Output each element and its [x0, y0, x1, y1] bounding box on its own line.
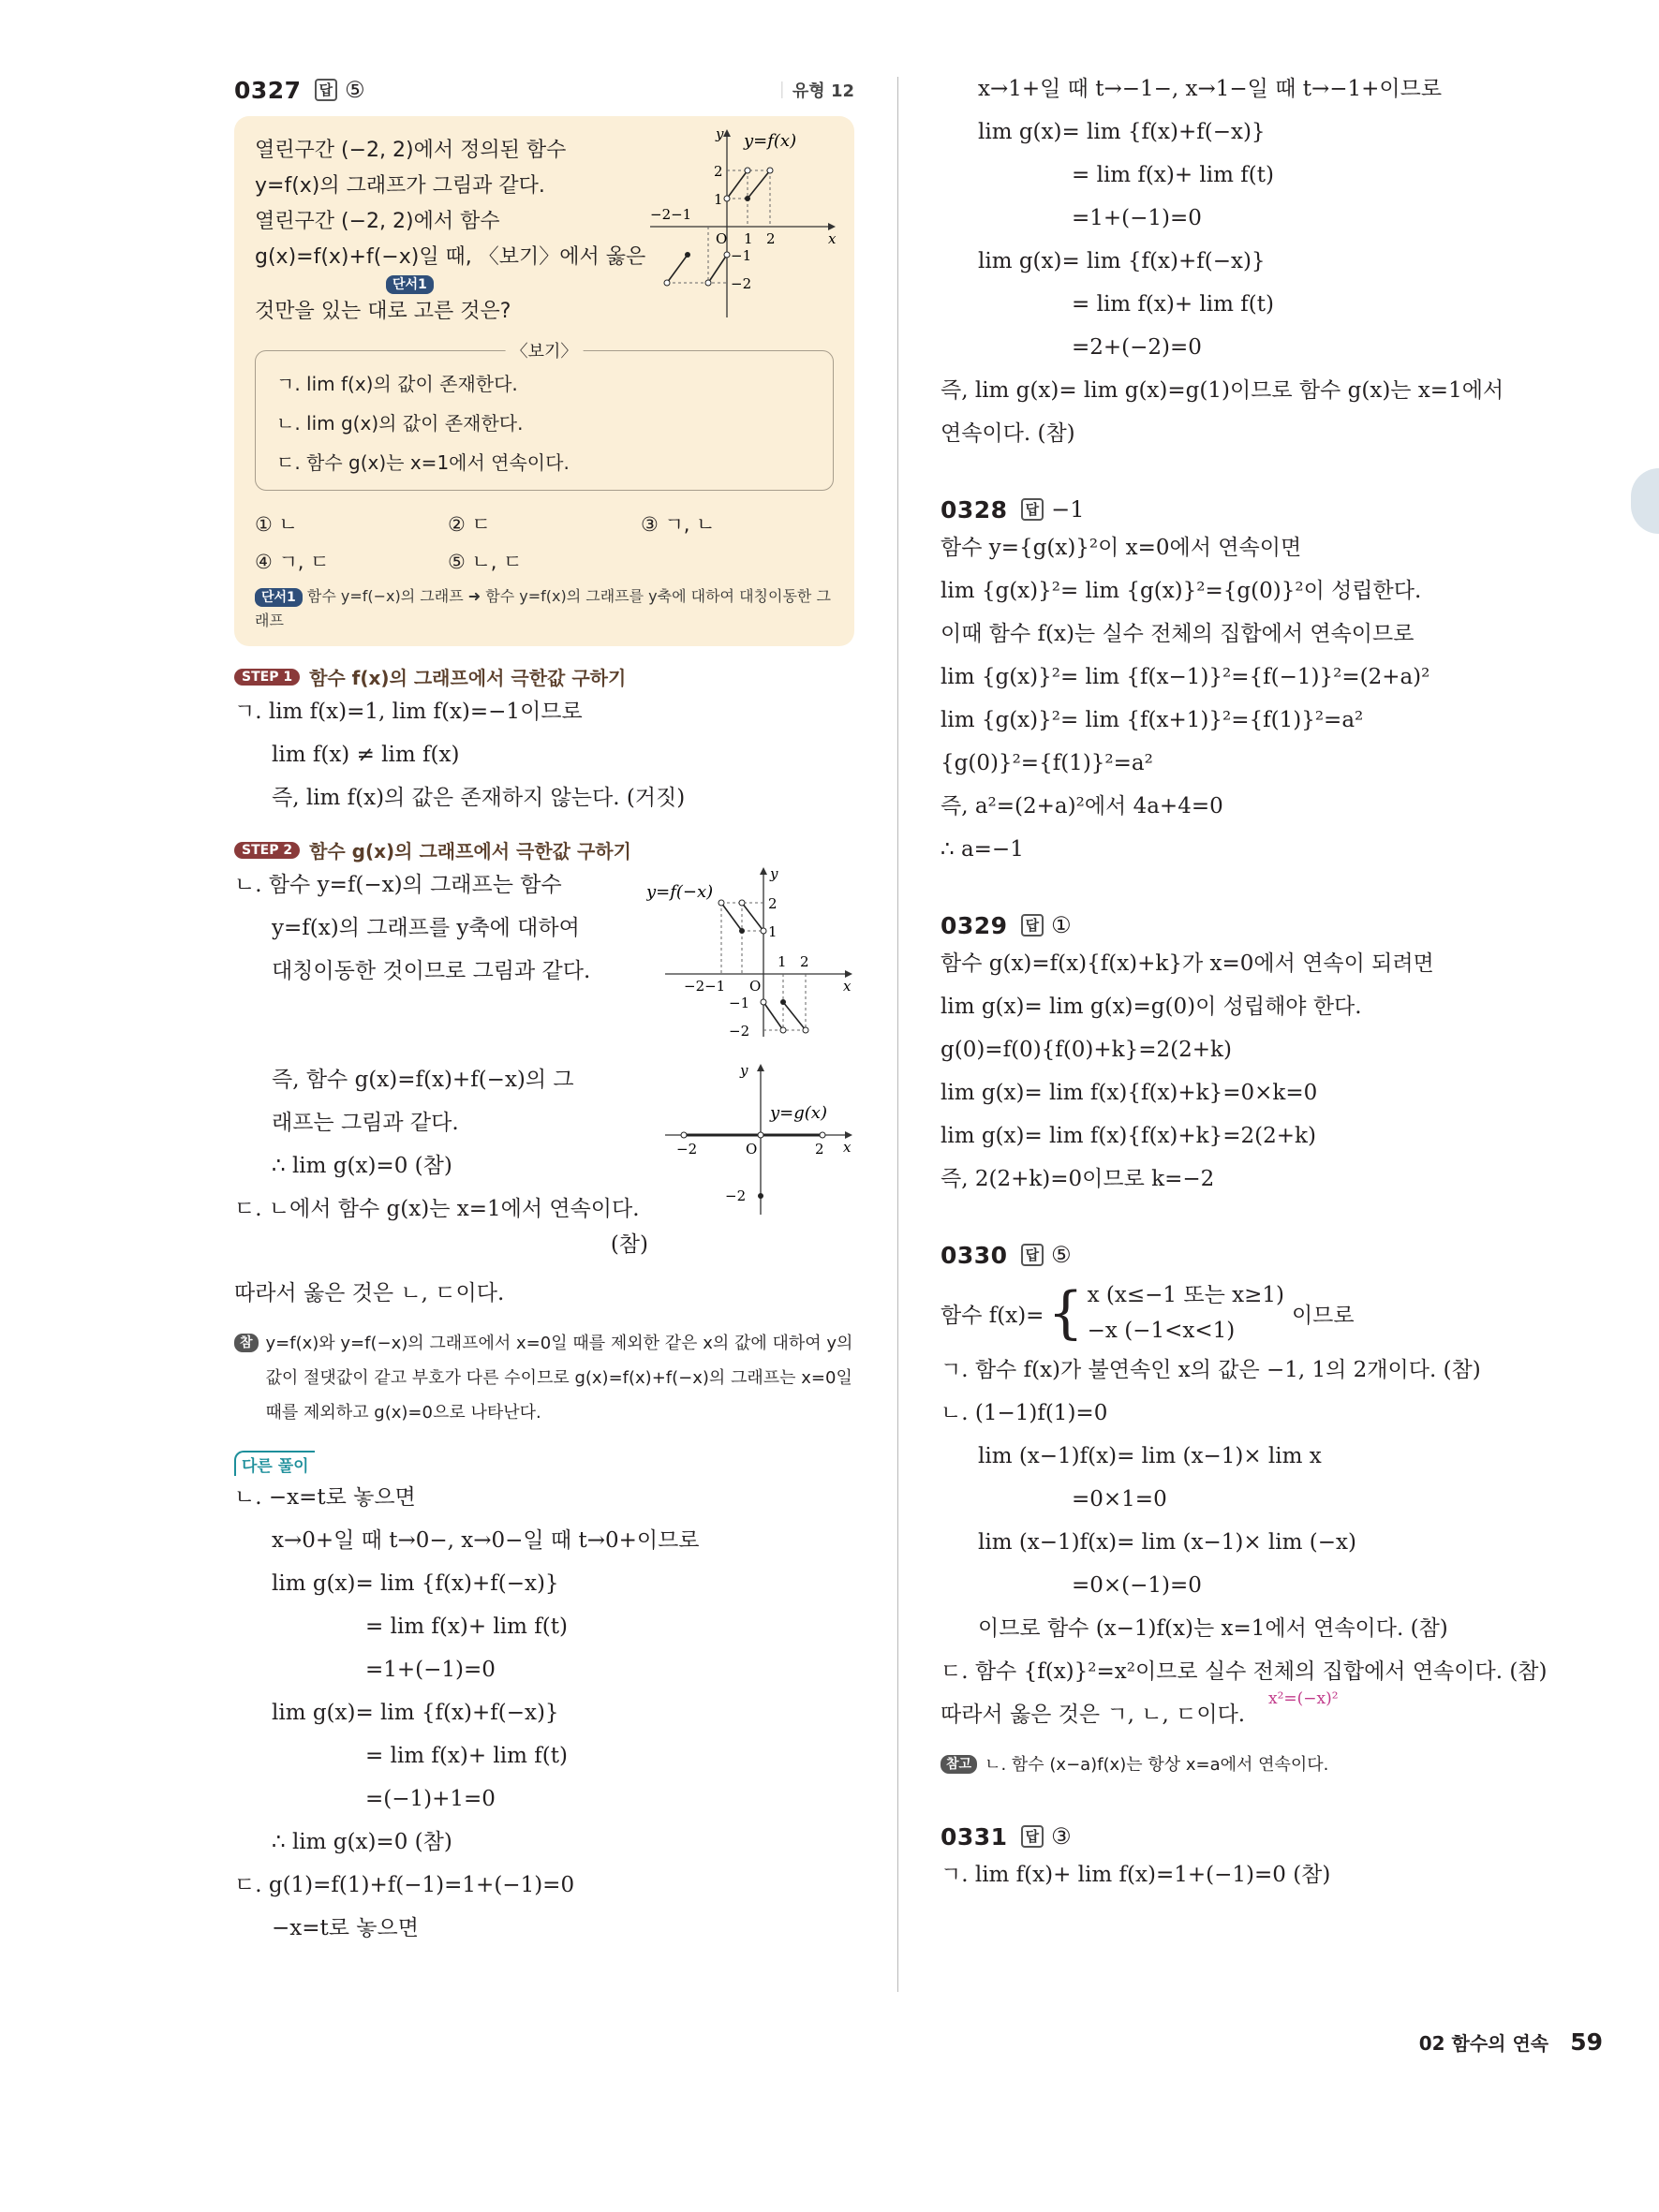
- bogi-item: ㄷ. 함수 g(x)는 x=1에서 연속이다.: [276, 451, 570, 474]
- cont-line: = lim f(x)+ lim f(t): [1072, 292, 1274, 317]
- step2-badge: STEP 2: [234, 842, 300, 859]
- svg-text:x: x: [843, 978, 852, 995]
- svg-text:2: 2: [815, 1141, 824, 1158]
- alt-line: lim g(x)= lim {f(x)+f(−x)}: [272, 1571, 559, 1596]
- q331-line: ㄱ. lim f(x)+ lim f(x)=1+(−1)=0 (참): [941, 1863, 1331, 1887]
- bogi-item: ㄴ. lim g(x)의 값이 존재한다.: [276, 412, 524, 435]
- answer-badge: 답: [1021, 498, 1044, 521]
- svg-text:1: 1: [778, 953, 787, 970]
- answer-badge: 답: [315, 79, 338, 101]
- q330-answer: ⑤: [1051, 1242, 1072, 1268]
- svg-text:y: y: [770, 865, 778, 882]
- solution-line: ㄱ. lim f(x)=1, lim f(x)=−1이므로: [234, 700, 583, 724]
- q330-line: ㄴ. (1−1)f(1)=0: [941, 1401, 1108, 1425]
- q329-line: 즉, 2(2+k)=0이므로 k=−2: [941, 1167, 1215, 1191]
- solution-line: ㄴ. 함수 y=f(−x)의 그래프는 함수: [234, 873, 562, 897]
- q328-header: [941, 493, 1566, 526]
- svg-text:O: O: [716, 230, 728, 247]
- step1-badge: STEP 1: [234, 669, 300, 686]
- step1-title: 함수 f(x)의 그래프에서 극한값 구하기: [309, 667, 627, 689]
- svg-text:−2: −2: [725, 1187, 747, 1204]
- clue-badge: 단서1: [386, 275, 434, 294]
- page-footer: [1419, 2028, 1603, 2056]
- chapter-edge-tab: [1631, 468, 1659, 534]
- cont-line: = lim f(x)+ lim f(t): [1072, 163, 1274, 187]
- alt-line: ㄴ. −x=t로 놓으면: [234, 1485, 416, 1510]
- q329-line: lim g(x)= lim f(x){f(x)+k}=0×k=0: [941, 1081, 1318, 1105]
- q330-line: ㄱ. 함수 f(x)가 불연속인 x의 값은 −1, 1의 2개이다. (참): [941, 1358, 1481, 1382]
- svg-text:x: x: [843, 1139, 852, 1156]
- solution-line: lim f(x) ≠ lim f(x): [272, 743, 460, 767]
- alt-line: ∴ lim g(x)=0 (참): [272, 1830, 452, 1854]
- problem-line: 열린구간 (−2, 2)에서 정의된 함수: [255, 139, 567, 162]
- ref-text: y=f(x)와 y=f(−x)의 그래프에서 x=0일 때를 제외한 같은 x의 값에 대하여 y의 값이 절댓값이 같고 부호가 다른 수이므로 g(x)=f(x)+f(−x)의 그래프는 x=0일 때를 제외하고 g(x)=0으로 나타난다.: [265, 1334, 853, 1423]
- f-neg-x-label: y=f(−x): [646, 882, 714, 902]
- svg-text:−2: −2: [731, 275, 752, 292]
- problem-line: 열린구간 (−2, 2)에서 함수: [255, 210, 500, 233]
- left-column: [234, 73, 854, 1950]
- svg-text:y: y: [716, 125, 724, 142]
- choices: [255, 506, 834, 581]
- choice-2: ② ㄷ: [448, 513, 491, 536]
- problem-line: y=f(x)의 그래프가 그림과 같다.: [255, 174, 545, 198]
- alt-line: −x=t로 놓으면: [272, 1916, 419, 1940]
- answer-badge: 답: [1021, 1825, 1044, 1848]
- cont-line: lim g(x)= lim {f(x)+f(−x)}: [978, 249, 1266, 273]
- q328-line: 즉, a²=(2+a)²에서 4a+4=0: [941, 794, 1223, 818]
- ref-badge: 참고: [234, 1334, 259, 1352]
- alt-line: =(−1)+1=0: [365, 1787, 496, 1811]
- svg-text:2: 2: [714, 163, 723, 180]
- q329-line: lim g(x)= lim g(x)=g(0)이 성립해야 한다.: [941, 995, 1362, 1019]
- page-number: 59: [1570, 2028, 1603, 2056]
- q328-line: lim {g(x)}²= lim {f(x−1)}²={f(−1)}²=(2+a)²: [941, 665, 1430, 689]
- svg-text:−2: −2: [676, 1141, 698, 1158]
- solution-line: 래프는 그림과 같다.: [272, 1111, 459, 1135]
- q331-number: 0331: [941, 1822, 1008, 1851]
- gx-label: y=g(x): [770, 1103, 827, 1123]
- q328-number: 0328: [941, 495, 1008, 524]
- svg-text:1: 1: [768, 923, 778, 940]
- svg-text:2: 2: [766, 230, 776, 247]
- q327-problem-box: [234, 116, 854, 646]
- piecewise-case2: −x (−1<x<1): [1087, 1319, 1236, 1343]
- q329-number: 0329: [941, 911, 1008, 939]
- step2-title: 함수 g(x)의 그래프에서 극한값 구하기: [309, 840, 631, 863]
- column-divider: [897, 77, 898, 1992]
- alt-line: ㄷ. g(1)=f(1)+f(−1)=1+(−1)=0: [234, 1873, 575, 1897]
- step1: [234, 663, 854, 690]
- q331-header: [941, 1820, 1566, 1853]
- q329-header: [941, 908, 1566, 942]
- q328-line: ∴ a=−1: [941, 837, 1024, 862]
- q327-header: [234, 73, 854, 107]
- q327-ref: [234, 1326, 854, 1430]
- cont-line: lim g(x)= lim {f(x)+f(−x)}: [978, 120, 1266, 144]
- piecewise-lhs: 함수 f(x)=: [941, 1303, 1044, 1328]
- svg-text:x: x: [828, 230, 837, 247]
- svg-text:1: 1: [744, 230, 753, 247]
- q329-line: g(0)=f(0){f(0)+k}=2(2+k): [941, 1038, 1232, 1062]
- cont-line: 즉, lim g(x)= lim g(x)=g(1)이므로 함수 g(x)는 x=1에서: [941, 378, 1504, 403]
- step2-area: [234, 863, 854, 1266]
- q329-line: lim g(x)= lim f(x){f(x)+k}=2(2+k): [941, 1124, 1316, 1148]
- alt-line: x→0+일 때 t→0−, x→0−일 때 t→0+이므로: [272, 1528, 700, 1553]
- answer-badge: 답: [1021, 1244, 1044, 1266]
- step2: [234, 836, 854, 863]
- alt-line: lim g(x)= lim {f(x)+f(−x)}: [272, 1701, 559, 1725]
- svg-text:O: O: [749, 978, 762, 995]
- problem-line: 것만을 있는 대로 고른 것은?: [255, 300, 511, 323]
- cont-line: =2+(−2)=0: [1072, 335, 1202, 360]
- annotation: x²=(−x)²: [1268, 1689, 1339, 1708]
- q327-answer: ⑤: [345, 77, 365, 103]
- bogi-box: [255, 342, 834, 491]
- piecewise-case1: x (x≤−1 또는 x≥1): [1087, 1283, 1284, 1307]
- cont-line: 연속이다. (참): [941, 421, 1075, 446]
- svg-text:1: 1: [714, 191, 723, 208]
- q330-line: ㄷ. 함수 {f(x)}²=x²이므로 실수 전체의 집합에서 연속이다. (참): [941, 1659, 1548, 1684]
- svg-text:y: y: [740, 1062, 748, 1079]
- ref-text: ㄴ. 함수 (x−a)f(x)는 항상 x=a에서 연속이다.: [985, 1755, 1329, 1775]
- answer-badge: 답: [1021, 914, 1044, 936]
- solution-line: ㄷ. ㄴ에서 함수 g(x)는 x=1에서 연속이다.: [234, 1197, 640, 1221]
- q328-line: {g(0)}²={f(1)}²=a²: [941, 751, 1153, 775]
- solution-line: 즉, lim f(x)의 값은 존재하지 않는다. (거짓): [272, 786, 686, 810]
- solution-conclusion: 따라서 옳은 것은 ㄴ, ㄷ이다.: [234, 1281, 505, 1305]
- clue-note: 단서1 함수 y=f(−x)의 그래프 ➜ 함수 y=f(x)의 그래프를 y축에 대하여 대칭이동한 그래프: [255, 587, 831, 629]
- q330-ref: [941, 1747, 1566, 1782]
- solution-line: y=f(x)의 그래프를 y축에 대하여: [272, 916, 580, 940]
- piecewise-rhs: 이므로: [1291, 1303, 1355, 1328]
- q330-line: lim (x−1)f(x)= lim (x−1)× lim x: [978, 1444, 1322, 1468]
- q328-line: lim {g(x)}²= lim {g(x)}²={g(0)}²이 성립한다.: [941, 579, 1422, 603]
- svg-text:−1: −1: [729, 995, 750, 1011]
- q328-line: 이때 함수 f(x)는 실수 전체의 집합에서 연속이므로: [941, 622, 1415, 646]
- piecewise: 함수 f(x)= { x (x≤−1 또는 x≥1) −x (−1<x<1) 이므로: [941, 1277, 1566, 1349]
- svg-text:O: O: [746, 1141, 758, 1158]
- q330-number: 0330: [941, 1241, 1008, 1269]
- q328-line: lim {g(x)}²= lim {f(x+1)}²={f(1)}²=a²: [941, 708, 1364, 732]
- q328-answer: −1: [1051, 496, 1085, 523]
- f-neg-x-graph: [646, 863, 852, 1041]
- cont-line: =1+(−1)=0: [1072, 206, 1202, 230]
- q330-line: lim (x−1)f(x)= lim (x−1)× lim (−x): [978, 1530, 1356, 1555]
- alt-line: = lim f(x)+ lim f(t): [365, 1744, 568, 1768]
- fx-graph-label: y=f(x): [744, 131, 797, 151]
- svg-text:2: 2: [768, 895, 778, 912]
- right-column: [941, 67, 1566, 1896]
- q327-type: ｜ 유형 12: [774, 78, 854, 102]
- problem-line: g(x)=f(x)+f(−x)일 때, 〈보기〉에서 옳은: [255, 245, 646, 269]
- choice-3: ③ ㄱ, ㄴ: [641, 513, 716, 536]
- alt-solution-label: 다른 풀이: [234, 1451, 315, 1476]
- alt-line: = lim f(x)+ lim f(t): [365, 1615, 568, 1639]
- choice-1: ① ㄴ: [255, 513, 298, 536]
- fx-graph: [650, 125, 837, 322]
- choice-4: ④ ㄱ, ㄷ: [255, 551, 330, 573]
- q331-answer: ③: [1051, 1823, 1072, 1850]
- bogi-title: 〈보기〉: [506, 338, 584, 362]
- q329-line: 함수 g(x)=f(x){f(x)+k}가 x=0에서 연속이 되려면: [941, 951, 1434, 976]
- bogi-item: ㄱ. lim f(x)의 값이 존재한다.: [276, 373, 518, 395]
- svg-text:−2: −2: [729, 1023, 750, 1040]
- gx-graph: [665, 1060, 852, 1219]
- q330-line: =0×1=0: [1072, 1487, 1167, 1512]
- ref-badge: 참고: [941, 1755, 977, 1774]
- svg-text:−1: −1: [731, 247, 752, 264]
- alt-line: =1+(−1)=0: [365, 1658, 496, 1682]
- cont-line: x→1+일 때 t→−1−, x→1−일 때 t→−1+이므로: [978, 77, 1443, 101]
- q330-line: 따라서 옳은 것은 ㄱ, ㄴ, ㄷ이다.: [941, 1703, 1246, 1727]
- q330-line: =0×(−1)=0: [1072, 1573, 1202, 1598]
- svg-text:2: 2: [800, 953, 809, 970]
- chapter-title: 02 함수의 연속: [1418, 2032, 1549, 2055]
- q329-answer: ①: [1051, 912, 1072, 938]
- solution-line: ∴ lim g(x)=0 (참): [272, 1154, 452, 1178]
- q330-header: [941, 1238, 1566, 1272]
- solution-line: 대칭이동한 것이므로 그림과 같다.: [272, 959, 591, 983]
- svg-text:−2−1: −2−1: [684, 978, 726, 995]
- svg-text:−2−1: −2−1: [650, 206, 692, 223]
- solution-line: 즉, 함수 g(x)=f(x)+f(−x)의 그: [272, 1068, 574, 1092]
- choice-5: ⑤ ㄴ, ㄷ: [448, 551, 523, 573]
- q330-line: 이므로 함수 (x−1)f(x)는 x=1에서 연속이다. (참): [978, 1616, 1448, 1641]
- solution-line: (참): [610, 1232, 648, 1257]
- q327-number: 0327: [234, 76, 302, 104]
- q328-line: 함수 y={g(x)}²이 x=0에서 연속이면: [941, 536, 1302, 560]
